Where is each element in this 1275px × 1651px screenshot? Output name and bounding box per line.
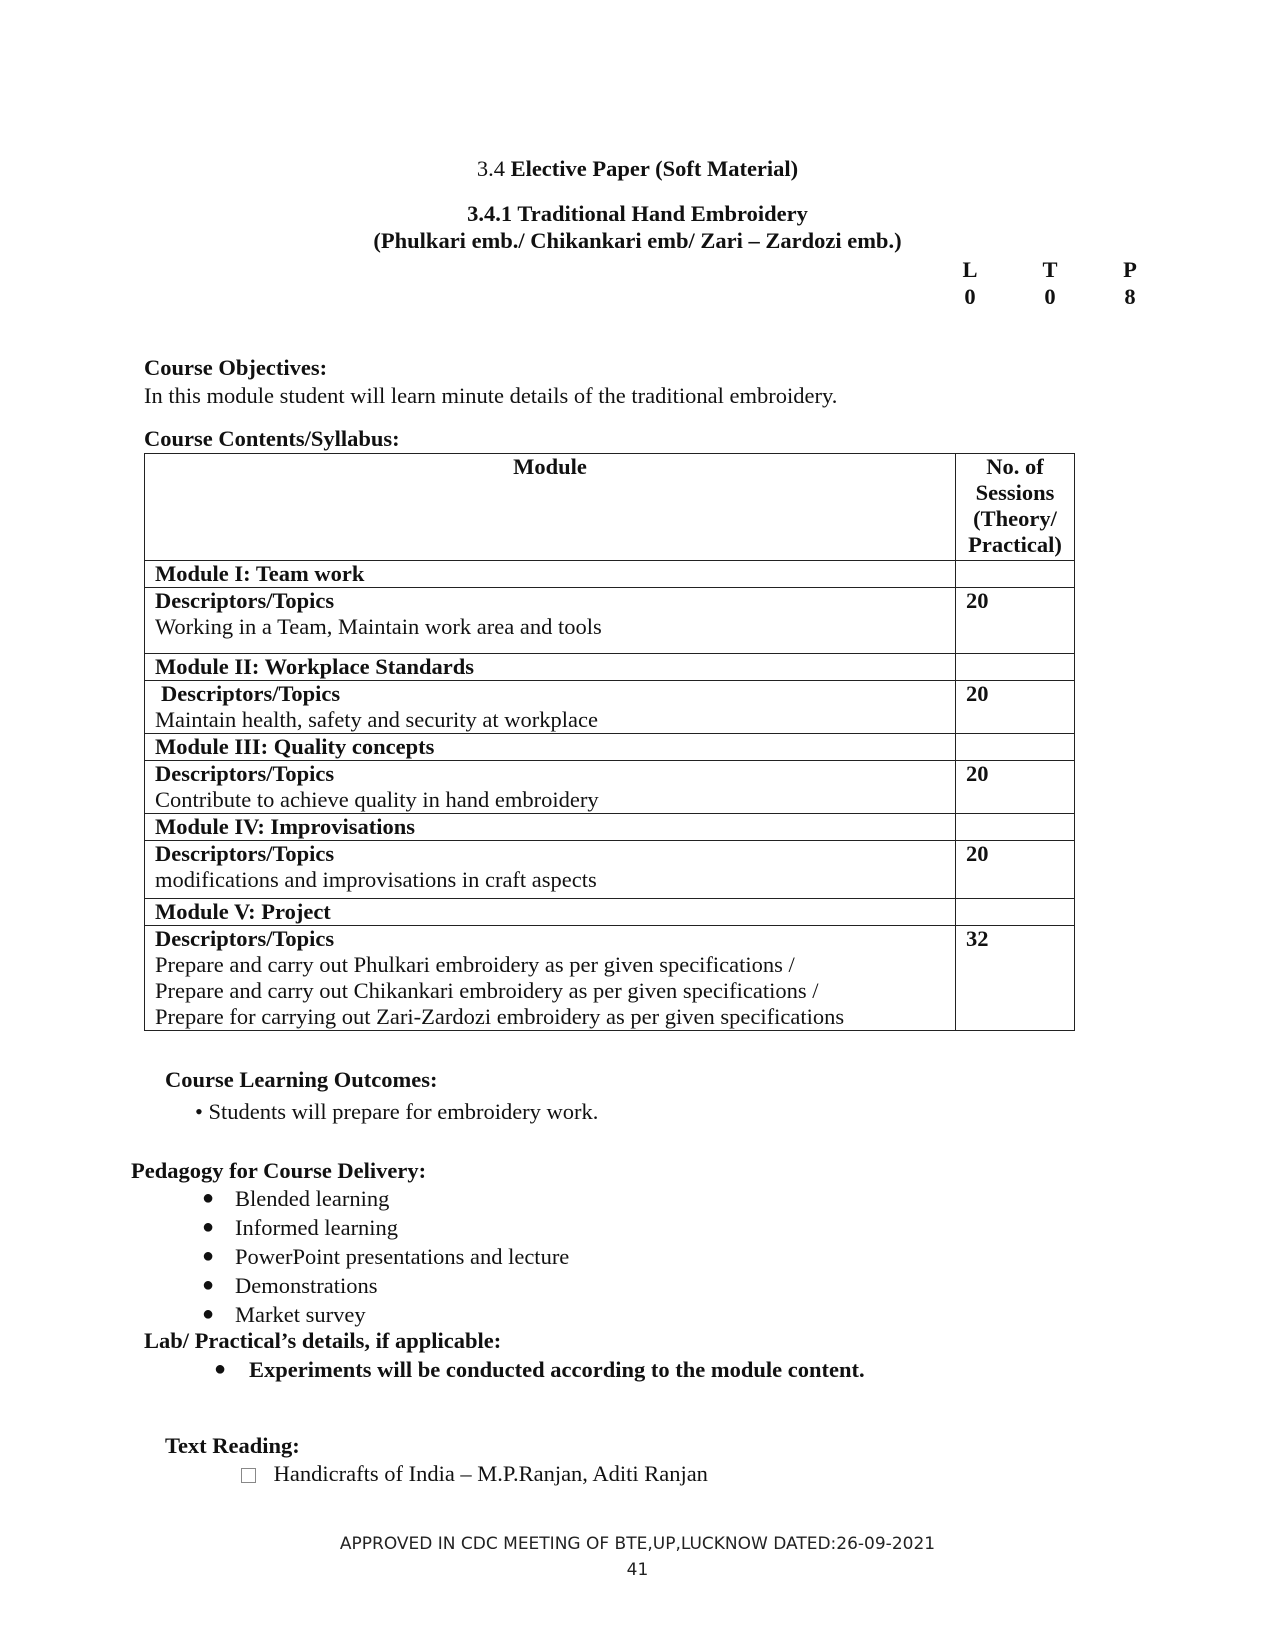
module-title: Module IV: Improvisations (145, 814, 956, 841)
topic-text: modifications and improvisations in craft aspects (155, 867, 597, 892)
ltp-label-l: L (962, 257, 978, 282)
pedagogy-item: Market survey (235, 1302, 366, 1327)
topic-text: Prepare and carry out Chikankari embroidery as per given specifications / (155, 978, 819, 1003)
sessions-header-line: No. of (986, 454, 1044, 479)
objectives-heading: Course Objectives: (144, 355, 328, 380)
module-column-header: Module (145, 454, 956, 561)
module-topics-row (145, 681, 1075, 734)
sessions-header-line: Practical) (968, 532, 1062, 557)
outcomes-heading: Course Learning Outcomes: (165, 1067, 438, 1092)
ltp-value-p: 8 (1124, 284, 1136, 309)
topic-text: Prepare for carrying out Zari-Zardozi embroidery as per given specifications (155, 1004, 845, 1029)
lab-item: Experiments will be conducted according to the module content. (249, 1357, 865, 1382)
ltp-values (960, 284, 1140, 311)
section-title: Elective Paper (Soft Material) (510, 156, 799, 181)
section-number: 3.4 (476, 156, 505, 181)
sessions-header-line: (Theory/ (973, 506, 1057, 531)
ltp-value-t: 0 (1044, 284, 1056, 309)
sessions-value: 20 (956, 841, 1075, 899)
sessions-value: 20 (956, 761, 1075, 814)
syllabus-heading: Course Contents/Syllabus: (144, 426, 400, 451)
ltp-label-t: T (1042, 257, 1058, 282)
module-title: Module II: Workplace Standards (145, 654, 956, 681)
objectives-text: In this module student will learn minute details of the traditional embroidery. (144, 383, 838, 408)
course-title: 3.4.1 Traditional Hand Embroidery (467, 201, 808, 226)
pedagogy-item: Informed learning (235, 1215, 399, 1240)
reading-heading: Text Reading: (165, 1433, 300, 1458)
section-heading (0, 158, 1275, 181)
pedagogy-item: PowerPoint presentations and lecture (235, 1244, 570, 1269)
sessions-header-line: Sessions (975, 480, 1055, 505)
reading-text: Handicrafts of India – M.P.Ranjan, Aditi Ranjan (273, 1461, 708, 1486)
bullet-icon: ● (202, 1216, 215, 1238)
pedagogy-item: Blended learning (235, 1186, 390, 1211)
module-title: Module I: Team work (145, 561, 956, 588)
table-header-row (145, 454, 1075, 561)
course-subtitle: (Phulkari emb./ Chikankari emb/ Zari – Zardozi emb.) (373, 228, 902, 253)
module-topics-row (145, 588, 1075, 654)
ltp-value-l: 0 (964, 284, 976, 309)
syllabus-table (144, 453, 1075, 1031)
descriptor-label: Descriptors/Topics (161, 681, 341, 706)
module-topics-row (145, 761, 1075, 814)
module-topics-row (145, 926, 1075, 1031)
sessions-value: 20 (956, 588, 1075, 654)
bullet-icon: ● (202, 1303, 215, 1325)
sessions-value: 32 (956, 926, 1075, 1031)
approval-footer: APPROVED IN CDC MEETING OF BTE,UP,LUCKNOW DATED:26-09-2021 (339, 1534, 936, 1554)
topic-text: Maintain health, safety and security at workplace (155, 707, 598, 732)
topic-text: Working in a Team, Maintain work area and tools (155, 614, 602, 639)
pedagogy-item: Demonstrations (235, 1273, 378, 1298)
descriptor-label: Descriptors/Topics (155, 841, 335, 866)
module-title-row (145, 654, 1075, 681)
ltp-block (960, 257, 1140, 311)
bullet-icon: ● (214, 1358, 227, 1380)
module-title-row (145, 899, 1075, 926)
lab-heading: Lab/ Practical’s details, if applicable: (144, 1328, 502, 1353)
bullet-icon: • (195, 1099, 203, 1124)
pedagogy-heading: Pedagogy for Course Delivery: (131, 1158, 427, 1183)
topic-text: Contribute to achieve quality in hand embroidery (155, 787, 599, 812)
module-topics-row (145, 841, 1075, 899)
bullet-icon: ● (202, 1187, 215, 1209)
sessions-value: 20 (956, 681, 1075, 734)
module-title-row (145, 734, 1075, 761)
descriptor-label: Descriptors/Topics (155, 926, 335, 951)
topic-text: Prepare and carry out Phulkari embroidery as per given specifications / (155, 952, 795, 977)
outcome-item (195, 1101, 598, 1124)
ltp-labels (960, 257, 1140, 284)
reading-item (241, 1463, 708, 1486)
module-title-row (145, 561, 1075, 588)
bullet-icon: ● (202, 1245, 215, 1267)
descriptor-label: Descriptors/Topics (155, 588, 335, 613)
module-title-row (145, 814, 1075, 841)
module-title: Module V: Project (145, 899, 956, 926)
bullet-icon: ● (202, 1274, 215, 1296)
ltp-label-p: P (1123, 257, 1137, 282)
checkbox-icon (241, 1468, 256, 1483)
page-number: 41 (626, 1560, 649, 1580)
outcome-text: Students will prepare for embroidery work. (208, 1099, 599, 1124)
descriptor-label: Descriptors/Topics (155, 761, 335, 786)
sessions-column-header (956, 454, 1075, 561)
module-title: Module III: Quality concepts (145, 734, 956, 761)
